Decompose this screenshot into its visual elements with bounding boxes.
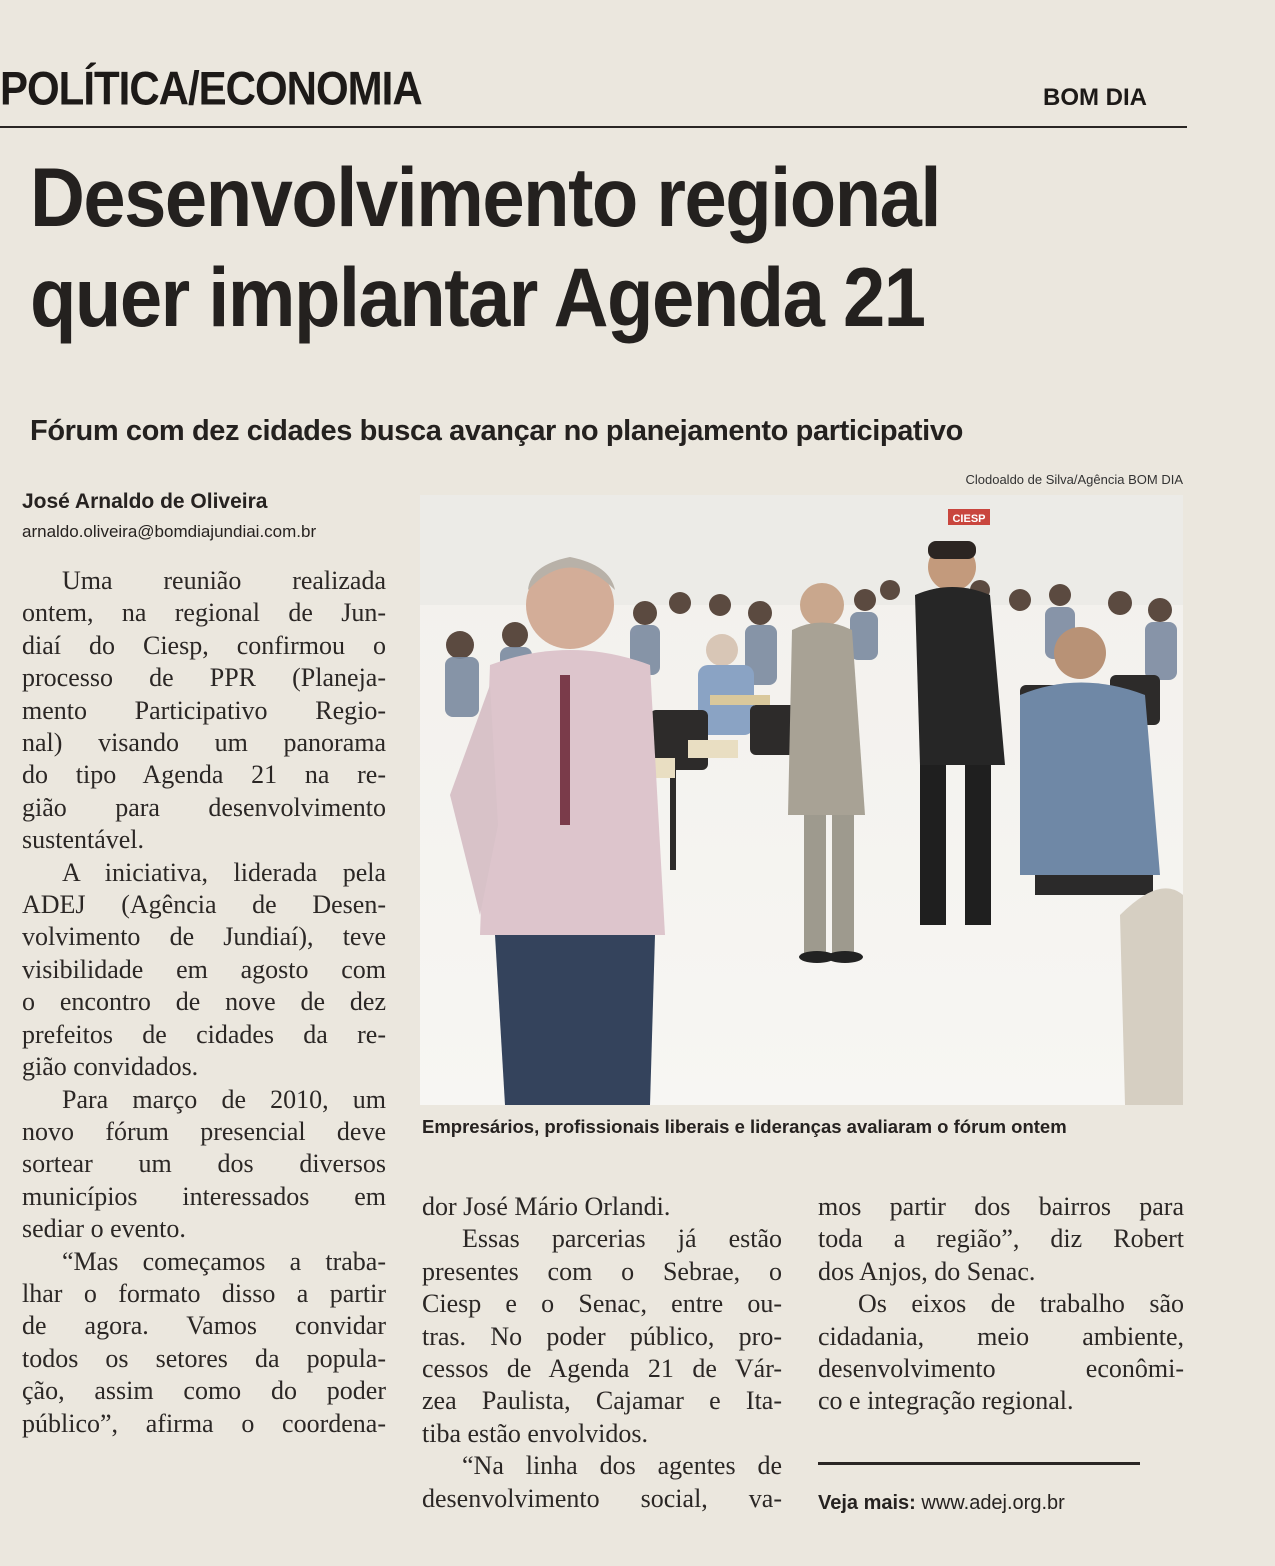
text-line: “Na linha dos agentes de <box>462 1451 782 1481</box>
text-line: de agora. Vamos convidar <box>22 1311 386 1341</box>
newspaper-name: BOM DIA <box>1043 84 1147 111</box>
text-line: processo de PPR (Planeja- <box>22 663 386 693</box>
meeting-photo-illustration <box>420 495 1183 1105</box>
headline <box>30 148 1170 348</box>
article-column-3 <box>818 1191 1184 1418</box>
text-line: municípios interessados em <box>22 1181 386 1211</box>
article-column-1 <box>22 565 386 1440</box>
headline-line-2: quer implantar Agenda 21 <box>30 251 925 345</box>
text-line: cidadania, meio ambiente, <box>818 1321 1184 1351</box>
text-line: desenvolvimento econômi- <box>818 1354 1184 1384</box>
more-info-rule <box>818 1462 1140 1465</box>
text-line: A iniciativa, liderada pela <box>62 857 386 887</box>
text-line: Uma reunião realizada <box>62 566 386 595</box>
text-line: tras. No poder público, pro- <box>422 1321 782 1351</box>
text-line: novo fórum presencial deve <box>22 1116 386 1146</box>
article-column-2 <box>422 1191 782 1515</box>
text-line: presentes com o Sebrae, o <box>422 1256 782 1286</box>
text-line: sustentável. <box>22 825 145 855</box>
text-line: tiba estão envolvidos. <box>422 1418 649 1448</box>
more-info-label: Veja mais: <box>818 1492 916 1514</box>
text-line: co e integração regional. <box>818 1386 1074 1416</box>
subheadline: Fórum com dez cidades busca avançar no planejamento participativo <box>30 415 963 447</box>
text-line: lhar o formato disso a partir <box>22 1278 386 1308</box>
section-title: POLÍTICA/ECONOMIA <box>0 62 422 115</box>
text-line: gião para desenvolvimento <box>22 792 386 822</box>
text-line: toda a região”, diz Robert <box>818 1224 1184 1254</box>
text-line: dos Anjos, do Senac. <box>818 1256 1036 1286</box>
text-line: ontem, na regional de Jun- <box>22 598 386 628</box>
photo-credit: Clodoaldo de Silva/Agência BOM DIA <box>965 472 1183 487</box>
text-line: do tipo Agenda 21 na re- <box>22 760 386 790</box>
text-line: cessos de Agenda 21 de Vár- <box>422 1354 782 1384</box>
text-line: zea Paulista, Cajamar e Ita- <box>422 1386 782 1416</box>
text-line: o encontro de nove de dez <box>22 987 386 1017</box>
text-line: público”, afirma o coordena- <box>22 1408 386 1438</box>
text-line: prefeitos de cidades da re- <box>22 1019 386 1049</box>
text-line: dor José Mário Orlandi. <box>422 1192 671 1221</box>
text-line: “Mas começamos a traba- <box>62 1246 386 1276</box>
more-info <box>818 1492 1065 1515</box>
text-line: sediar o evento. <box>22 1214 186 1244</box>
header-rule <box>0 126 1187 128</box>
byline-author: José Arnaldo de Oliveira <box>22 490 268 513</box>
text-line: desenvolvimento social, va- <box>422 1483 782 1513</box>
text-line: ção, assim como do poder <box>22 1376 386 1406</box>
text-line: Ciesp e o Senac, entre ou- <box>422 1289 782 1319</box>
text-line: volvimento de Jundiaí), teve <box>22 922 386 952</box>
text-line: Para março de 2010, um <box>62 1084 386 1114</box>
text-line: Os eixos de trabalho são <box>858 1289 1184 1319</box>
text-line: mento Participativo Regio- <box>22 695 386 725</box>
text-line: gião convidados. <box>22 1052 199 1082</box>
text-line: diaí do Ciesp, confirmou o <box>22 630 386 660</box>
banner-text: CIESP <box>952 513 986 525</box>
more-info-link[interactable]: www.adej.org.br <box>921 1492 1065 1514</box>
text-line: ADEJ (Agência de Desen- <box>22 890 386 920</box>
byline-email: arnaldo.oliveira@bomdiajundiai.com.br <box>22 522 317 541</box>
text-line: Essas parcerias já estão <box>462 1224 782 1254</box>
headline-line-1: Desenvolvimento regional <box>30 151 941 245</box>
article-photo <box>420 495 1183 1105</box>
text-line: nal) visando um panorama <box>22 728 386 758</box>
photo-caption: Empresários, profissionais liberais e lideranças avaliaram o fórum ontem <box>422 1116 1067 1137</box>
text-line: mos partir dos bairros para <box>818 1192 1184 1221</box>
text-line: sortear um dos diversos <box>22 1149 386 1179</box>
text-line: todos os setores da popula- <box>22 1343 386 1373</box>
text-line: visibilidade em agosto com <box>22 954 386 984</box>
